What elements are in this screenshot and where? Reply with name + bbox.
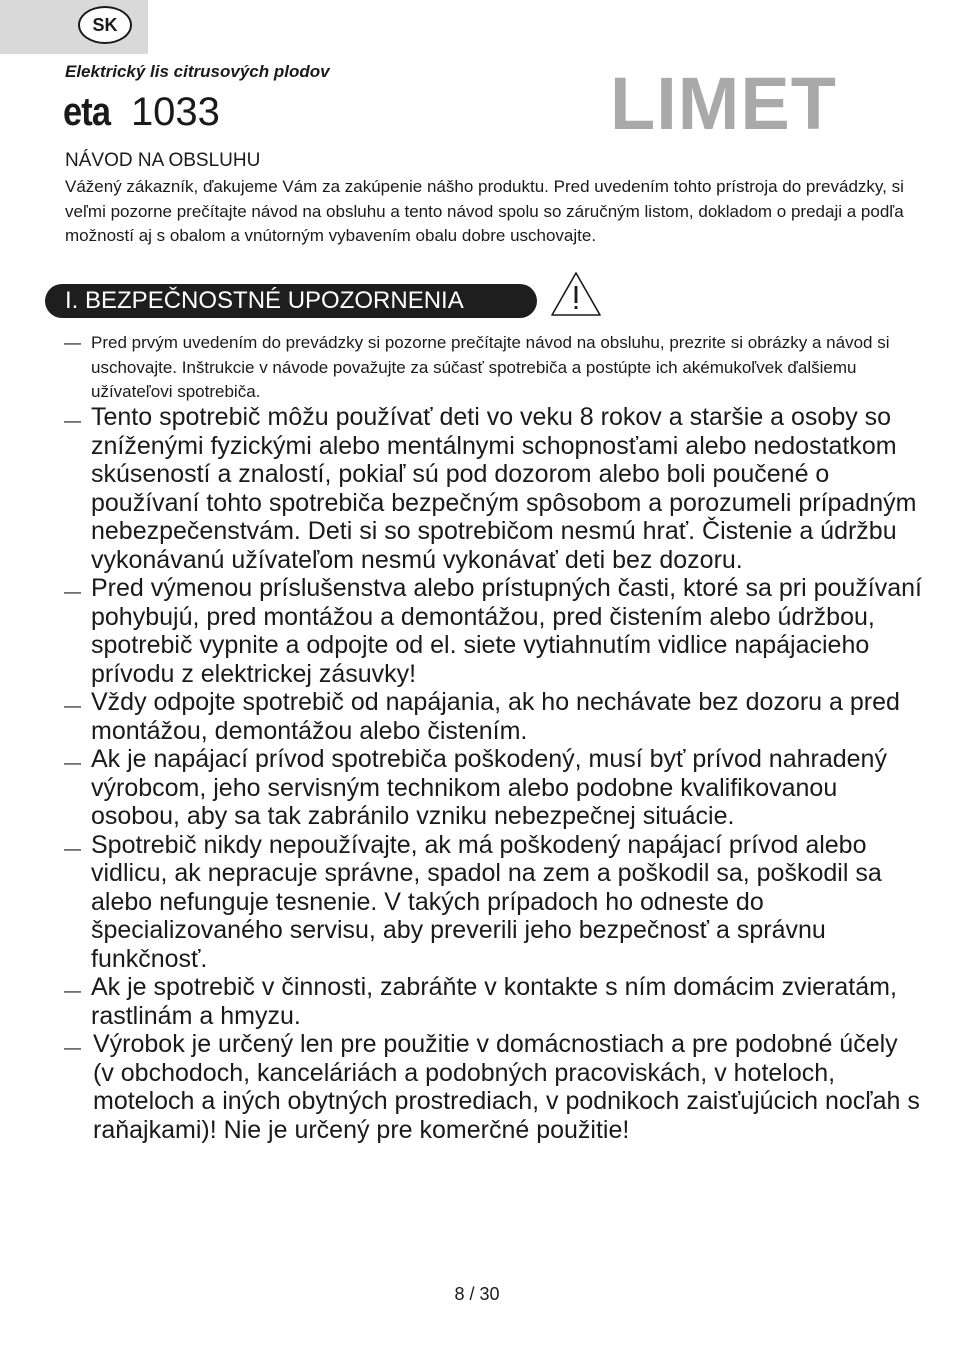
list-item: — Ak je spotrebič v činnosti, zabráňte v kontakte s ním domácim zvieratám, rastlinám a hmyzu.: [64, 973, 897, 1030]
bullet-dash: —: [64, 981, 81, 1000]
safety-list: [64, 403, 924, 1144]
bullet-dash: —: [64, 411, 81, 430]
bullet-dash: —: [64, 753, 81, 772]
intro-paragraph: Vážený zákazník, ďakujeme Vám za zakúpenie nášho produktu. Pred uvedením tohto prístroja do prevádzky, si veľmi pozorne prečítajte návod na obsluhu a tento návod spolu so záručným listom, dokladom o predaji a podľa možností aj s obalom a vnútorným vybavením obalu dobre uschovajte.: [65, 177, 904, 245]
bullet-dash: —: [64, 696, 81, 715]
model-number: 1033: [130, 90, 220, 134]
language-badge: SK: [78, 6, 132, 44]
list-item: — Ak je napájací prívod spotrebiča poškodený, musí byť prívod nahradený výrobcom, jeho servisným technikom alebo podobne kvalifikovanou osobou, aby sa tak zabránilo vzniku nebezpečnej situácie.: [64, 745, 887, 830]
list-item: — Spotrebič nikdy nepoužívajte, ak má poškodený napájací prívod alebo vidlicu, ak nepracuje správne, spadol na zem a poškodil sa, poškodil sa alebo nefunguje tesnenie. V takých prípadoch ho odneste do špecializovaného servisu, aby preverili jeho bezpečnosť a správnu funkčnosť.: [64, 830, 882, 973]
bullet-dash: —: [64, 1038, 81, 1057]
brand-logo: eta: [63, 90, 111, 134]
bullet-dash: —: [64, 838, 81, 858]
page-number: 8 / 30: [454, 1284, 500, 1304]
section-heading: I. BEZPEČNOSTNÉ UPOZORNENIA: [45, 284, 537, 318]
bullet-dash: —: [64, 333, 81, 352]
list-item: — Vždy odpojte spotrebič od napájania, ak ho nechávate bez dozoru a pred montážou, demontážou alebo čistením.: [64, 688, 900, 745]
safety-list-intro: [64, 331, 904, 405]
list-item: — Pred výmenou príslušenstva alebo prístupných časti, ktoré sa pri používaní pohybujú, pred montážou a demontážou, pred čistením alebo údržbou, spotrebič vypnite a odpojte od el. siete vytiahnutím vidlice napájacieho prívodu z elektrickej zásuvky!: [64, 574, 922, 688]
manual-heading: NÁVOD NA OBSLUHU: [65, 150, 261, 171]
brand-model: [63, 88, 220, 136]
list-item: — Výrobok je určený len pre použitie v domácnostiach a pre podobné účely (v obchodoch, kanceláriách a podobných pracoviskách, v hoteloch, moteloch a iných obytných prostrediach, v podnikoch zaisťujúcich nocľah s raňajkami)! Nie je určený pre komerčné použitie!: [64, 1030, 920, 1144]
list-item: — Tento spotrebič môžu používať deti vo veku 8 rokov a staršie a osoby so zníženými fyzickými alebo mentálnymi schopnosťami alebo nedostatkom skúseností a znalostí, pokiaľ sú pod dozorom alebo boli poučené o používaní tohto spotrebiča bezpečným spôsobom a porozumeli prípadným nebezpečenstvám. Deti si so spotrebičom nesmú hrať. Čistenie a údržbu vykonávanú užívateľom nesmú vykonávať deti bez dozoru.: [64, 403, 917, 574]
product-name: LIMET: [610, 62, 837, 145]
warning-triangle-icon: [549, 270, 603, 318]
language-tab: [0, 0, 148, 54]
product-subtitle: Elektrický lis citrusových plodov: [65, 62, 330, 81]
list-item: — Pred prvým uvedením do prevádzky si pozorne prečítajte návod na obsluhu, prezrite si obrázky a návod si uschovajte. Inštrukcie v návode považujte za súčasť spotrebiča a postúpte ich akémukoľvek ďalšiemu užívateľovi spotrebiča.: [64, 333, 890, 401]
bullet-dash: —: [64, 582, 81, 601]
